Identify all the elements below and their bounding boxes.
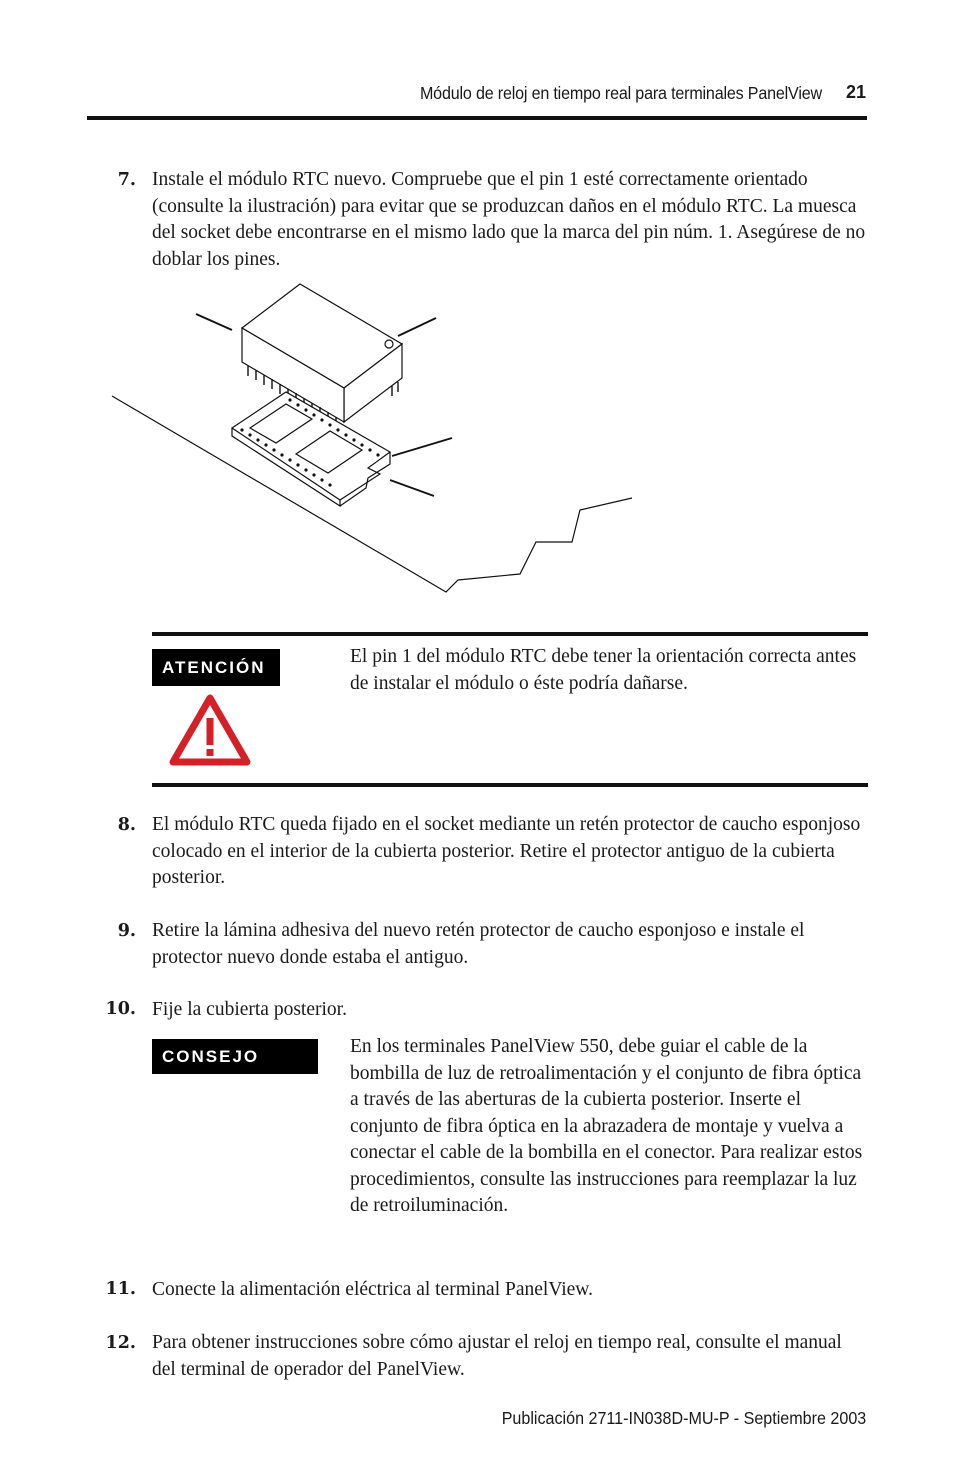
- tip-text: En los terminales PanelView 550, debe guiar el cable de la bombilla de luz de retroalimentación y el conjunto de fibra óptica a través de las aberturas de la cubierta posterior. Inserte el conjunto de fibra óptica en la abrazadera de montaje y vuelva a conectar el cable de la bombilla en el conector. Para realizar estos procedimientos, consulte las instrucciones para reemplazar la luz de retroiluminación.: [350, 1036, 863, 1216]
- step-number-9: 9.: [117, 921, 136, 941]
- step-number-7: 7.: [117, 170, 136, 190]
- rtc-module-illustration: [100, 280, 660, 600]
- attention-text: El pin 1 del módulo RTC debe tener la orientación correcta antes de instalar el módulo o éste podría dañarse.: [350, 646, 857, 694]
- step-text-11: Conecte la alimentación eléctrica al terminal PanelView.: [152, 1279, 593, 1300]
- step-text-9: Retire la lámina adhesiva del nuevo retén protector de caucho esponjoso e instale el protector nuevo donde estaba el antiguo.: [152, 920, 805, 968]
- step-text-7: Instale el módulo RTC nuevo. Compruebe que el pin 1 esté correctamente orientado (consulte la ilustración) para evitar que se produzcan daños en el módulo RTC. La muesca del socket debe encontrarse en el mismo lado que la marca del pin núm. 1. Asegúrese de no doblar los pines.: [152, 169, 866, 270]
- attention-bottom-rule: [152, 783, 868, 787]
- step-number-11: 11.: [105, 1279, 136, 1299]
- warning-triangle-icon: [167, 692, 253, 768]
- header-divider: [87, 116, 867, 120]
- step-number-10: 10.: [105, 999, 136, 1019]
- publication-footer: Publicación 2711-IN038D-MU-P - Septiembre 2003: [501, 1408, 866, 1428]
- step-text-10: Fije la cubierta posterior.: [152, 999, 347, 1020]
- step-number-8: 8.: [117, 815, 136, 835]
- running-header-title: Módulo de reloj en tiempo real para terminales PanelView: [420, 83, 822, 103]
- step-text-8: El módulo RTC queda fijado en el socket mediante un retén protector de caucho esponjoso colocado en el interior de la cubierta posterior. Retire el protector antiguo de la cubierta posterior.: [152, 814, 861, 888]
- tip-label: CONSEJO: [152, 1039, 318, 1074]
- step-text-12: Para obtener instrucciones sobre cómo ajustar el reloj en tiempo real, consulte el manual del terminal de operador del PanelView.: [152, 1332, 842, 1380]
- step-number-12: 12.: [105, 1333, 136, 1353]
- attention-label: ATENCIÓN: [152, 649, 280, 686]
- page-number: 21: [846, 82, 867, 102]
- attention-top-rule: [152, 632, 868, 636]
